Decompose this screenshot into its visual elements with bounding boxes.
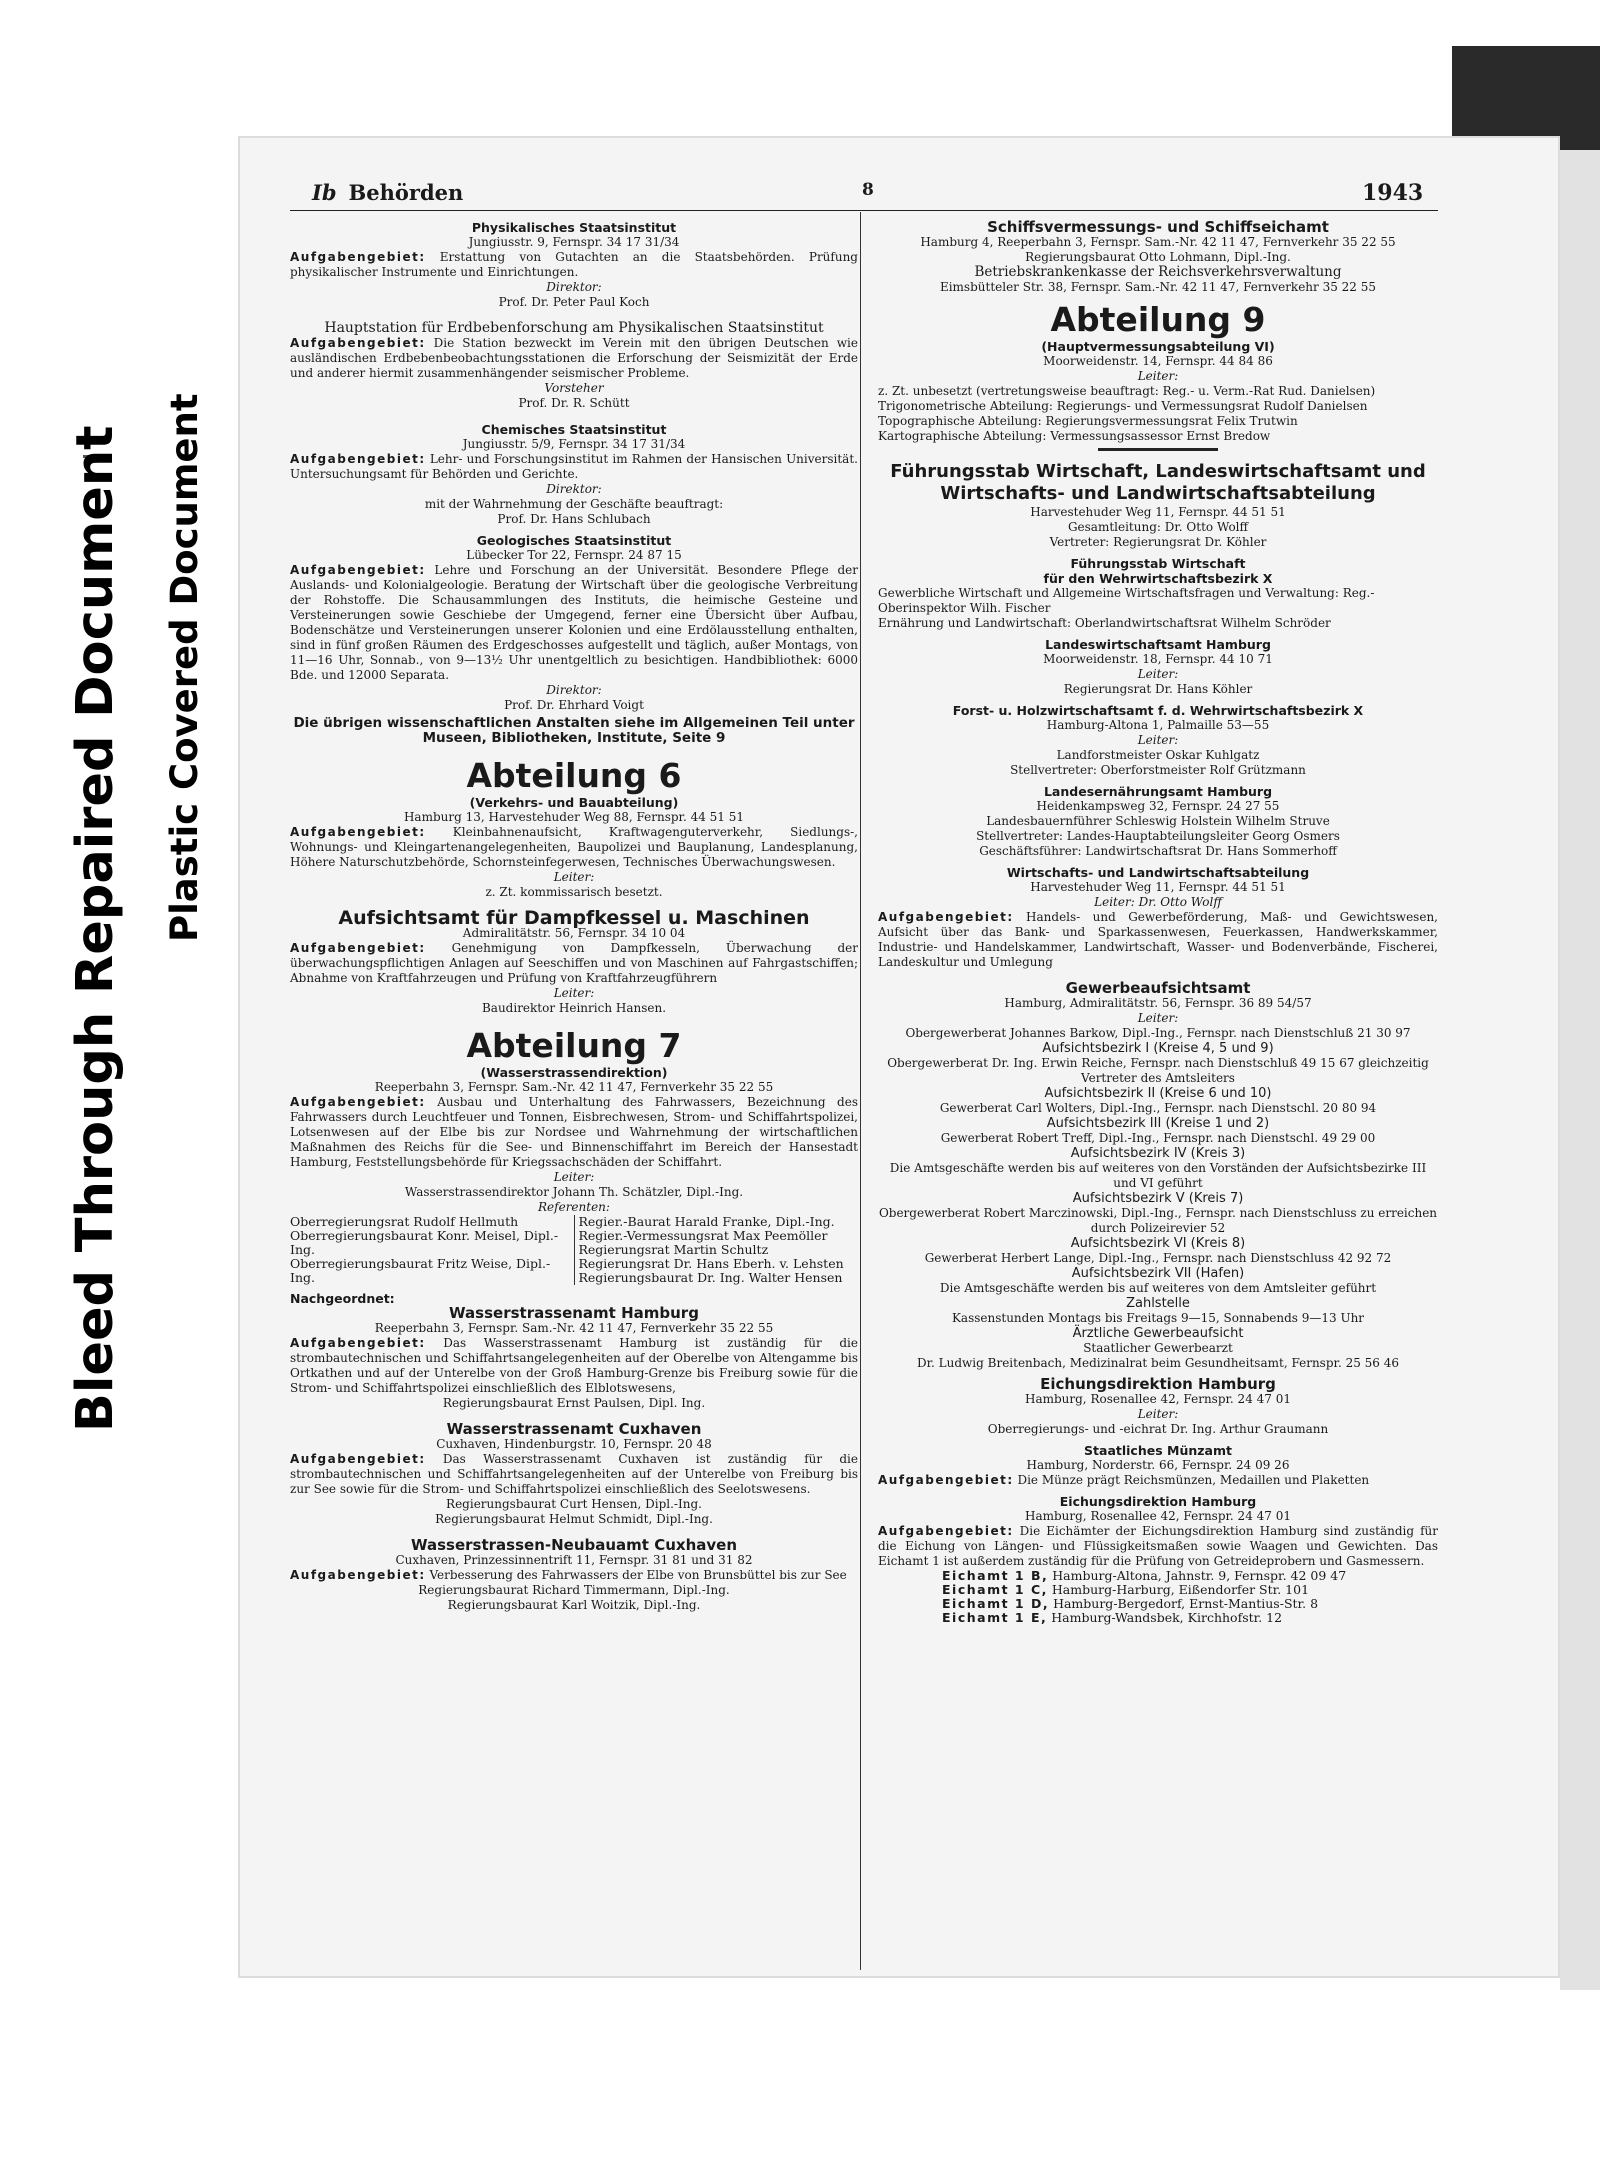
entry-title: Hauptstation für Erdbebenforschung am Physikalischen Staatsinstitut bbox=[324, 320, 824, 336]
entry-address: Hamburg, Admiralitätstr. 56, Fernspr. 36 89 54/57 bbox=[1004, 996, 1312, 1010]
entry-address: Lübecker Tor 22, Fernspr. 24 87 15 bbox=[466, 548, 682, 562]
entry-person: Prof. Dr. Ehrhard Voigt bbox=[504, 698, 644, 712]
district-text: Die Amtsgeschäfte werden bis auf weiteres von dem Amtsleiter geführt bbox=[939, 1281, 1377, 1295]
entry-person: Oberregierungs- und -eichrat Dr. Ing. Arthur Graumann bbox=[987, 1422, 1329, 1436]
side-label-primary: Bleed Through Repaired Document bbox=[66, 425, 125, 1432]
department-title: Abteilung 6 bbox=[466, 756, 682, 795]
page-number: 8 bbox=[862, 180, 874, 200]
entry-person: z. Zt. kommissarisch besetzt. bbox=[485, 885, 663, 899]
entry-address: Admiralitätstr. 56, Fernspr. 34 10 04 bbox=[462, 926, 686, 940]
entry-title: Wirtschafts- und Landwirtschaftsabteilung bbox=[1006, 865, 1310, 880]
entry-title: Eichungsdirektion Hamburg bbox=[1059, 1494, 1257, 1509]
entry-title: Chemisches Staatsinstitut bbox=[481, 422, 667, 437]
entry-title: Gewerbeaufsichtsamt bbox=[1065, 979, 1251, 997]
entry-person: Gesamtleitung: Dr. Otto Wolff bbox=[1067, 520, 1249, 534]
entry-role: Leiter: Dr. Otto Wolff bbox=[1094, 895, 1222, 909]
entry-task: Aufgabengebiet: Die Eichämter der Eichungsdirektion Hamburg sind zuständig für die Eichung von Längen- und Flüssigkeitsmaßen sowie Waagen und Gewichten. Das Eichamt 1 ist außerdem zuständig für die Prüfung von Getreideprobern und Gasmessern. bbox=[878, 1524, 1438, 1568]
department-subtitle: (Wasserstrassendirektion) bbox=[480, 1065, 668, 1080]
header-rule bbox=[290, 210, 1438, 211]
entry-title: Wasserstrassenamt Cuxhaven bbox=[446, 1420, 702, 1438]
department-title: Abteilung 9 bbox=[1050, 300, 1266, 339]
entry-person: Regierungsbaurat Helmut Schmidt, Dipl.-Ing. bbox=[435, 1512, 713, 1526]
entry-task: Aufgabengebiet: Ausbau und Unterhaltung des Fahrwassers, Bezeichnung des Fahrwassers durch Leuchtfeuer und Tonnen, Eisbrechwesen, Strom- und Schiffahrtspolizei, Lotsenwesen auf der Elbe bis zur Nordsee und Wahrnehmung der wirtschaftlichen Maßnahmen des Reichs für die See- und Binnenschiffahrt im Bereich der Hansestadt Hamburg, Feststellungsbehörde für Kriegssachschäden der Schiffahrt. bbox=[290, 1095, 858, 1169]
entry-address: Hamburg 13, Harvestehuder Weg 88, Fernspr. 44 51 51 bbox=[403, 810, 745, 824]
entry-address: Harvestehuder Weg 11, Fernspr. 44 51 51 bbox=[1030, 880, 1286, 894]
district-text: Gewerberat Carl Wolters, Dipl.-Ing., Fernspr. nach Dienstschl. 20 80 94 bbox=[939, 1101, 1377, 1115]
district-title: Aufsichtsbezirk IV (Kreis 3) bbox=[1070, 1146, 1246, 1161]
entry-person: Baudirektor Heinrich Hansen. bbox=[481, 1001, 667, 1015]
entry-line: Kartographische Abteilung: Vermessungsassessor Ernst Bredow bbox=[878, 429, 1271, 443]
district-text: Gewerberat Robert Treff, Dipl.-Ing., Fernspr. nach Dienstschl. 49 29 00 bbox=[940, 1131, 1376, 1145]
entry-person: Prof. Dr. R. Schütt bbox=[518, 396, 630, 410]
entry-role: Leiter: bbox=[1137, 1407, 1179, 1421]
entry-note: mit der Wahrnehmung der Geschäfte beauftragt: bbox=[424, 497, 724, 511]
entry-person: Obergewerberat Johannes Barkow, Dipl.-Ing., Fernspr. nach Dienstschluß 21 30 97 bbox=[905, 1026, 1411, 1040]
entry-line: Gewerbliche Wirtschaft und Allgemeine Wirtschaftsfragen und Verwaltung: Reg.-Oberinspektor Wilh. Fischer bbox=[878, 586, 1375, 615]
entry-title: Wasserstrassen-Neubauamt Cuxhaven bbox=[411, 1536, 737, 1554]
entry-task: Aufgabengebiet: Handels- und Gewerbeförderung, Maß- und Gewichtswesen, Aufsicht über das Bank- und Sparkassenwesen, Feuerkassen, Handwerkskammer, Industrie- und Handelskammer, Landwirtschaft, Wasser- und Bodenverbände, Fischerei, Landeskultur und Umlegung bbox=[878, 910, 1438, 969]
district-title: Aufsichtsbezirk II (Kreise 6 und 10) bbox=[1044, 1086, 1272, 1101]
entry-person: z. Zt. unbesetzt (vertretungsweise beauftragt: Reg.- u. Verm.-Rat Rud. Danielsen) bbox=[878, 384, 1376, 398]
district-title: Aufsichtsbezirk V (Kreis 7) bbox=[1072, 1191, 1244, 1206]
section-code: Ib bbox=[312, 180, 337, 205]
list-item: Eichamt 1 D, Hamburg-Bergedorf, Ernst-Mantius-Str. 8 bbox=[942, 1596, 1319, 1611]
entry-task: Aufgabengebiet: Erstattung von Gutachten an die Staatsbehörden. Prüfung physikalischer Instrumente und Einrichtungen. bbox=[290, 250, 858, 279]
entry-line: Topographische Abteilung: Regierungsvermessungsrat Felix Trutwin bbox=[878, 414, 1298, 428]
entry-address: Harvestehuder Weg 11, Fernspr. 44 51 51 bbox=[1030, 505, 1286, 519]
entry-person: Vertreter: Regierungsrat Dr. Köhler bbox=[1049, 535, 1267, 549]
list-item: Eichamt 1 E, Hamburg-Wandsbek, Kirchhofstr. 12 bbox=[942, 1610, 1283, 1625]
entry-title: Physikalisches Staatsinstitut bbox=[471, 220, 677, 235]
entry-title: Aufsichtsamt für Dampfkessel u. Maschinen bbox=[338, 907, 810, 929]
entry-address: Hamburg-Altona 1, Palmaille 53—55 bbox=[1046, 718, 1270, 732]
entry-role: Direktor: bbox=[546, 683, 602, 697]
district-text: Gewerberat Herbert Lange, Dipl.-Ing., Fernspr. nach Dienstschluss 42 92 72 bbox=[924, 1251, 1392, 1265]
list-item: Eichamt 1 C, Hamburg-Harburg, Eißendorfer Str. 101 bbox=[942, 1582, 1310, 1597]
entry-task: Aufgabengebiet: Lehre und Forschung an der Universität. Besondere Pflege der Auslands- und Kolonialgeologie. Beratung der Wirtschaft über die geologische Verbreitung der Rohstoffe. Die Schausammlungen des Instituts, die heimische Gesteine und Versteinerungen sowie Geschiebe der Umgegend, ferner eine Übersicht über Aufbau, Bodenschätze und Versteinerungen unserer Kolonien und eine Erdölausstellung enthalten, sind in fünf großen Räumen des Erdgeschosses aufgestellt und täglich, außer Montags, von 11—16 Uhr, Sonnab., von 9—13½ Uhr unentgeltlich zu besichtigen. Handbibliothek: 6000 Bde. und 12000 Separata. bbox=[290, 563, 858, 682]
entry-person: Prof. Dr. Hans Schlubach bbox=[497, 512, 651, 526]
entry-role: Vorsteher bbox=[544, 381, 604, 395]
district-title: Zahlstelle bbox=[1126, 1296, 1190, 1311]
section-divider bbox=[1098, 448, 1218, 451]
district-title: Aufsichtsbezirk I (Kreise 4, 5 und 9) bbox=[1042, 1041, 1274, 1056]
entry-line: Trigonometrische Abteilung: Regierungs- und Vermessungsrat Rudolf Danielsen bbox=[878, 399, 1368, 413]
department-subtitle: (Hauptvermessungsabteilung VI) bbox=[1041, 339, 1275, 354]
entry-title: Wasserstrassenamt Hamburg bbox=[449, 1304, 699, 1322]
referent-list-right: Regier.-Baurat Harald Franke, Dipl.-Ing. Regier.-Vermessungsrat Max Peemöller Regierungsrat Martin Schultz Regierungsrat Dr. Hans Eberh. v. Lehsten Regierungsbaurat Dr. Ing. Walter Hensen bbox=[578, 1214, 844, 1285]
page-header-left bbox=[312, 180, 463, 205]
entry-person: Regierungsbaurat Otto Lohmann, Dipl.-Ing. bbox=[1025, 250, 1291, 264]
entry-person: Stellvertreter: Oberforstmeister Rolf Grützmann bbox=[1010, 763, 1306, 777]
entry-task: Aufgabengebiet: Das Wasserstrassenamt Hamburg ist zuständig für die strombautechnischen und Schiffahrtsangelegenheiten auf der Oberelbe von Altengamme bis Ortkathen und auf der Unterelbe von der Groß Hamburg-Grenze bis Freiburg sowie für die Strom- und Schiffahrtspolizei einschließlich des Elblotswesens, bbox=[290, 1336, 858, 1395]
entry-role: Direktor: bbox=[546, 280, 602, 294]
entry-address: Reeperbahn 3, Fernspr. Sam.-Nr. 42 11 47, Fernverkehr 35 22 55 bbox=[374, 1080, 774, 1094]
entry-address: Eimsbütteler Str. 38, Fernspr. Sam.-Nr. 42 11 47, Fernverkehr 35 22 55 bbox=[939, 280, 1377, 294]
entry-person: Prof. Dr. Peter Paul Koch bbox=[498, 295, 650, 309]
entry-role: Leiter: bbox=[1137, 369, 1179, 383]
district-title: Aufsichtsbezirk VII (Hafen) bbox=[1071, 1266, 1245, 1281]
district-title: Ärztliche Gewerbeaufsicht bbox=[1072, 1326, 1244, 1341]
entry-person: Stellvertreter: Landes-Hauptabteilungsleiter Georg Osmers bbox=[976, 829, 1340, 843]
entry-title: Schiffsvermessungs- und Schiffseichamt bbox=[987, 218, 1329, 236]
entry-address: Hamburg, Rosenallee 42, Fernspr. 24 47 01 bbox=[1024, 1392, 1291, 1406]
entry-task: Aufgabengebiet: Die Münze prägt Reichsmünzen, Medaillen und Plaketten bbox=[878, 1473, 1370, 1487]
entry-title: Landesernährungsamt Hamburg bbox=[1043, 784, 1273, 799]
entry-address: Hamburg, Norderstr. 66, Fernspr. 24 09 26 bbox=[1026, 1458, 1290, 1472]
side-label-secondary: Plastic Covered Document bbox=[163, 393, 206, 942]
district-text: Obergewerberat Dr. Ing. Erwin Reiche, Fernspr. nach Dienstschluß 49 15 67 gleichzeitig Vertreter des Amtsleiters bbox=[887, 1056, 1429, 1085]
entry-task: Aufgabengebiet: Genehmigung von Dampfkesseln, Überwachung der überwachungspflichtigen Anlagen auf Seeschiffen und von Maschinen auf Fahrgastschiffen; Abnahme von Kraftfahrzeugen und Prüfung von Kraftfahrzeugführern bbox=[290, 941, 858, 985]
referent-list bbox=[290, 1215, 858, 1285]
entry-role: Direktor: bbox=[546, 482, 602, 496]
entry-person: Landesbauernführer Schleswig Holstein Wilhelm Struve bbox=[986, 814, 1330, 828]
entry-title: Geologisches Staatsinstitut bbox=[476, 533, 672, 548]
entry-address: Cuxhaven, Prinzessinnentrift 11, Fernspr. 31 81 und 31 82 bbox=[395, 1553, 753, 1567]
list-item: Eichamt 1 B, Hamburg-Altona, Jahnstr. 9, Fernspr. 42 09 47 bbox=[942, 1568, 1347, 1583]
entry-person: Regierungsbaurat Ernst Paulsen, Dipl. Ing. bbox=[442, 1396, 706, 1410]
entry-address: Jungiusstr. 5/9, Fernspr. 34 17 31/34 bbox=[462, 437, 686, 451]
entry-person: Regierungsbaurat Curt Hensen, Dipl.-Ing. bbox=[446, 1497, 702, 1511]
department-subtitle: (Verkehrs- und Bauabteilung) bbox=[469, 795, 679, 810]
eichamt-list bbox=[878, 1569, 1438, 1625]
entry-address: Reeperbahn 3, Fernspr. Sam.-Nr. 42 11 47, Fernverkehr 35 22 55 bbox=[374, 1321, 774, 1335]
cross-reference-note: Die übrigen wissenschaftlichen Anstalten siehe im Allgemeinen Teil unter Museen, Bibliotheken, Institute, Seite 9 bbox=[293, 715, 855, 746]
department-title: Abteilung 7 bbox=[466, 1026, 682, 1065]
entry-person: Landforstmeister Oskar Kuhlgatz bbox=[1056, 748, 1260, 762]
scanner-edge-right bbox=[1560, 150, 1600, 1990]
entry-title: Forst- u. Holzwirtschaftsamt f. d. Wehrwirtschaftsbezirk X bbox=[952, 703, 1364, 718]
entry-task: Aufgabengebiet: Das Wasserstrassenamt Cuxhaven ist zuständig für die strombautechnischen und Schiffahrtsangelegenheiten auf der Unterelbe von Freiburg bis zur See sowie für die Strom- und Schiffahrtspolizei einschließlich des Seelotswesens. bbox=[290, 1452, 858, 1496]
right-column bbox=[878, 220, 1438, 1625]
district-text: Staatlicher Gewerbearzt bbox=[1083, 1341, 1233, 1355]
entry-role: Leiter: bbox=[1137, 1011, 1179, 1025]
entry-person: Geschäftsführer: Landwirtschaftsrat Dr. Hans Sommerhoff bbox=[979, 844, 1337, 858]
left-column bbox=[290, 220, 858, 1613]
page-year: 1943 bbox=[1362, 180, 1424, 206]
entry-address: Hamburg, Rosenallee 42, Fernspr. 24 47 01 bbox=[1024, 1509, 1291, 1523]
entry-address: Cuxhaven, Hindenburgstr. 10, Fernspr. 20 48 bbox=[436, 1437, 712, 1451]
entry-address: Heidenkampsweg 32, Fernspr. 24 27 55 bbox=[1036, 799, 1280, 813]
entry-title: Eichungsdirektion Hamburg bbox=[1040, 1375, 1276, 1393]
district-text: Kassenstunden Montags bis Freitags 9—15, Sonnabends 9—13 Uhr bbox=[951, 1311, 1365, 1325]
entry-title: Führungsstab Wirtschaft für den Wehrwirtschaftsbezirk X bbox=[1043, 556, 1273, 586]
entry-task: Aufgabengebiet: Kleinbahnenaufsicht, Kraftwagenguterverkehr, Siedlungs-, Wohnungs- und Kleingartenangelegenheiten, Baupolizei und Bauplanung, Landesplanung, Höhere Naturschutzbehörde, Schornsteinfegerwesen, Technisches Überwachungswesen. bbox=[290, 825, 858, 869]
entry-title: Staatliches Münzamt bbox=[1084, 1443, 1232, 1458]
entry-role: Leiter: bbox=[553, 1170, 595, 1184]
district-text: Obergewerberat Robert Marczinowski, Dipl.-Ing., Fernspr. nach Dienstschluss zu erreichen durch Polizeirevier 52 bbox=[878, 1206, 1438, 1235]
district-title: Aufsichtsbezirk VI (Kreis 8) bbox=[1070, 1236, 1246, 1251]
entry-address: Moorweidenstr. 14, Fernspr. 44 84 86 bbox=[1043, 354, 1273, 368]
entry-task: Aufgabengebiet: Lehr- und Forschungsinstitut im Rahmen der Hansischen Universität. Untersuchungsamt für Behörden und Gerichte. bbox=[290, 452, 858, 481]
entry-person: Regierungsbaurat Richard Timmermann, Dipl.-Ing. bbox=[418, 1583, 730, 1597]
entry-task: Aufgabengebiet: Verbesserung des Fahrwassers der Elbe von Brunsbüttel bis zur See bbox=[290, 1568, 847, 1582]
entry-role: Referenten: bbox=[538, 1200, 610, 1214]
subordinate-label: Nachgeordnet: bbox=[290, 1291, 395, 1306]
entry-role: Leiter: bbox=[553, 986, 595, 1000]
entry-title: Betriebskrankenkasse der Reichsverkehrsverwaltung bbox=[974, 264, 1342, 280]
district-title: Aufsichtsbezirk III (Kreise 1 und 2) bbox=[1046, 1116, 1270, 1131]
entry-person: Regierungsrat Dr. Hans Köhler bbox=[1063, 682, 1253, 696]
entry-role: Leiter: bbox=[1137, 733, 1179, 747]
section-title: Behörden bbox=[348, 180, 464, 205]
referent-list-left: Oberregierungsrat Rudolf Hellmuth Oberregierungsbaurat Konr. Meisel, Dipl.-Ing. Oberregierungsbaurat Fritz Weise, Dipl.-Ing. bbox=[290, 1214, 559, 1285]
entry-role: Leiter: bbox=[553, 870, 595, 884]
entry-person: Regierungsbaurat Karl Woitzik, Dipl.-Ing. bbox=[447, 1598, 701, 1612]
column-divider bbox=[860, 212, 861, 1970]
entry-task: Aufgabengebiet: Die Station bezweckt im Verein mit den übrigen Deutschen wie ausländischen Erdbebenbeobachtungsstationen die Erforschung der Seismizität der Erde und anderer hiermit zusammenhängender seismischer Probleme. bbox=[290, 336, 858, 380]
entry-title: Landeswirtschaftsamt Hamburg bbox=[1045, 637, 1271, 652]
entry-line: Ernährung und Landwirtschaft: Oberlandwirtschaftsrat Wilhelm Schröder bbox=[878, 616, 1331, 630]
district-text: Die Amtsgeschäfte werden bis auf weiteres von den Vorständen der Aufsichtsbezirke III und VI geführt bbox=[889, 1161, 1427, 1190]
entry-address: Jungiusstr. 9, Fernspr. 34 17 31/34 bbox=[468, 235, 680, 249]
entry-address: Hamburg 4, Reeperbahn 3, Fernspr. Sam.-Nr. 42 11 47, Fernverkehr 35 22 55 bbox=[920, 235, 1396, 249]
entry-person: Wasserstrassendirektor Johann Th. Schätzler, Dipl.-Ing. bbox=[404, 1185, 744, 1199]
entry-role: Leiter: bbox=[1137, 667, 1179, 681]
entry-address: Moorweidenstr. 18, Fernspr. 44 10 71 bbox=[1043, 652, 1273, 666]
district-text: Dr. Ludwig Breitenbach, Medizinalrat beim Gesundheitsamt, Fernspr. 25 56 46 bbox=[916, 1356, 1400, 1370]
entry-title: Führungsstab Wirtschaft, Landeswirtschaftsamt und Wirtschafts- und Landwirtschaftsabteilung bbox=[890, 461, 1426, 504]
